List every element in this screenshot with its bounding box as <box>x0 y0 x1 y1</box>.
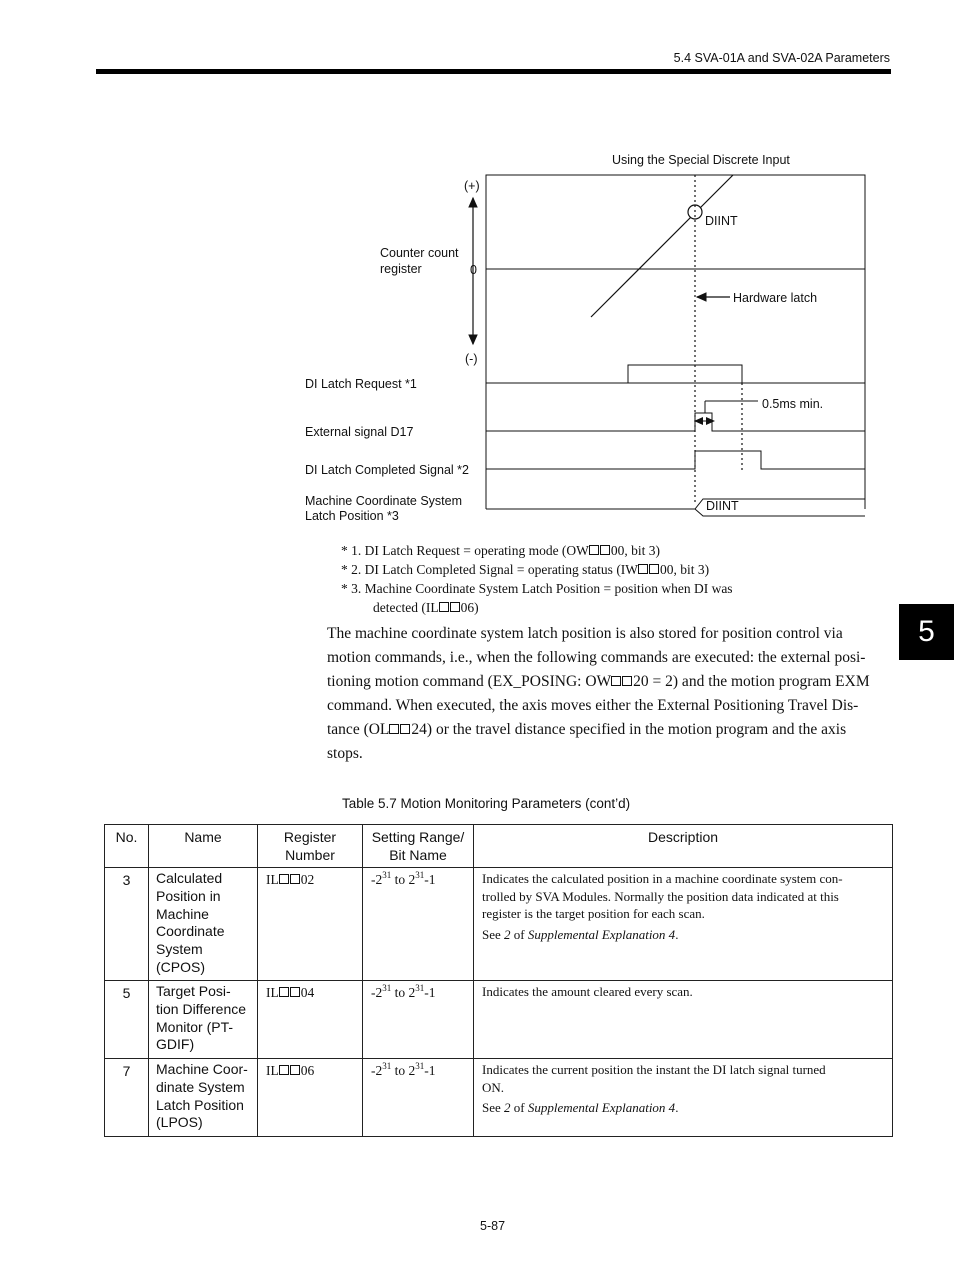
paragraph-line: tance (OL 24) or the travel distance specified in the motion program and the axis <box>327 721 847 738</box>
placeholder-box-icon <box>290 987 300 997</box>
placeholder-box-icon <box>600 545 610 555</box>
latch-request-label: DI Latch Request *1 <box>305 377 417 391</box>
row-range: $-2^{31}$ to $2^{31}-1$ <box>363 1059 474 1137</box>
running-header: 5.4 SVA-01A and SVA-02A Parameters <box>673 51 890 65</box>
paragraph-line: tioning motion command (EX_POSING: OW 20 = 2) and the motion program EXM <box>327 673 870 690</box>
header-name: Name <box>149 825 258 868</box>
row-number: 5 <box>105 981 149 1059</box>
latch-position-bus <box>486 499 865 509</box>
row-register: IL 02 <box>258 868 363 981</box>
diint-label: DIINT <box>705 214 738 228</box>
placeholder-box-icon <box>450 602 460 612</box>
placeholder-box-icon <box>279 874 289 884</box>
cross-reference: See 2 of Supplemental Explanation 4. <box>482 1100 679 1115</box>
footnote-1: * 1. DI Latch Request = operating mode (OW 00, bit 3) <box>341 543 661 558</box>
placeholder-box-icon <box>290 1065 300 1075</box>
diint-bus-label: DIINT <box>706 499 739 513</box>
row-range: $-2^{31}$ to $2^{31}-1$ <box>363 981 474 1059</box>
row-name: Calculated Position in Machine Coordinate System (CPOS) <box>149 868 258 981</box>
placeholder-box-icon <box>638 564 648 574</box>
negative-label: (-) <box>465 352 478 366</box>
latch-completed-waveform <box>486 451 865 469</box>
latch-position-label: Machine Coordinate System <box>305 494 463 508</box>
timing-diagram <box>0 0 954 560</box>
table-row <box>105 981 893 1059</box>
placeholder-box-icon <box>290 874 300 884</box>
placeholder-box-icon <box>589 545 599 555</box>
placeholder-box-icon <box>279 1065 289 1075</box>
paragraph-line: motion commands, i.e., when the following commands are executed: the external posi- <box>327 649 866 666</box>
counter-register-label: Counter count <box>380 246 459 260</box>
row-register: IL 06 <box>258 1059 363 1137</box>
row-register: IL 04 <box>258 981 363 1059</box>
placeholder-box-icon <box>439 602 449 612</box>
counter-register-label: register <box>380 262 422 276</box>
placeholder-box-icon <box>611 676 621 686</box>
header-description: Description <box>474 825 893 868</box>
table-header-row <box>105 825 893 868</box>
placeholder-box-icon <box>389 724 399 734</box>
latch-position-label: Latch Position *3 <box>305 509 399 523</box>
table-row <box>105 1059 893 1137</box>
paragraph-line: command. When executed, the axis moves either the External Positioning Travel Dis- <box>327 697 859 714</box>
row-description: Indicates the calculated position in a machine coordinate system con- trolled by SVA Modules. Normally the position data indicated at this register is the target position for each scan. See 2 of Supplemental Explanation 4. <box>474 868 893 981</box>
parameters-table <box>104 824 893 1137</box>
page-number: 5-87 <box>480 1219 506 1233</box>
header-range: Setting Range/ Bit Name <box>363 825 474 868</box>
placeholder-box-icon <box>279 987 289 997</box>
latch-completed-label: DI Latch Completed Signal *2 <box>305 463 469 477</box>
body-paragraph <box>327 622 892 766</box>
paragraph-line: The machine coordinate system latch position is also stored for position control via <box>327 625 843 642</box>
paragraph-line: stops. <box>327 745 363 762</box>
header-no: No. <box>105 825 149 868</box>
placeholder-box-icon <box>400 724 410 734</box>
footnote-3: * 3. Machine Coordinate System Latch Position = position when DI was <box>341 581 733 596</box>
external-signal-waveform <box>486 413 865 431</box>
cross-reference: See 2 of Supplemental Explanation 4. <box>482 926 679 942</box>
row-range: $-2^{31}$ to $2^{31}-1$ <box>363 868 474 981</box>
placeholder-box-icon <box>622 676 632 686</box>
placeholder-box-icon <box>649 564 659 574</box>
counter-plot-frame <box>486 175 865 383</box>
row-description: Indicates the current position the instant the DI latch signal turned ON. See 2 of Supplemental Explanation 4. <box>474 1059 893 1137</box>
counter-ramp-line <box>591 175 733 317</box>
footnote-3-continued: detected (IL 06) <box>373 600 479 615</box>
positive-label: (+) <box>464 179 480 193</box>
diagram-title: Using the Special Discrete Input <box>612 153 790 167</box>
latch-request-waveform <box>486 365 865 383</box>
min-time-label: 0.5ms min. <box>762 397 824 411</box>
row-number: 3 <box>105 868 149 981</box>
row-number: 7 <box>105 1059 149 1137</box>
row-name: Machine Coor- dinate System Latch Position (LPOS) <box>149 1059 258 1137</box>
table-caption: Table 5.7 Motion Monitoring Parameters (cont’d) <box>342 796 631 811</box>
hardware-latch-label: Hardware latch <box>733 291 818 305</box>
chapter-tab: 5 <box>899 604 954 660</box>
external-signal-label: External signal D17 <box>305 425 414 439</box>
header-register: Register Number <box>258 825 363 868</box>
row-description: Indicates the amount cleared every scan. <box>474 981 893 1059</box>
row-name: Target Posi- tion Difference Monitor (PT- GDIF) <box>149 981 258 1059</box>
table-row <box>105 868 893 981</box>
footnote-2: * 2. DI Latch Completed Signal = operating status (IW 00, bit 3) <box>341 562 710 577</box>
zero-label: 0 <box>470 263 477 277</box>
